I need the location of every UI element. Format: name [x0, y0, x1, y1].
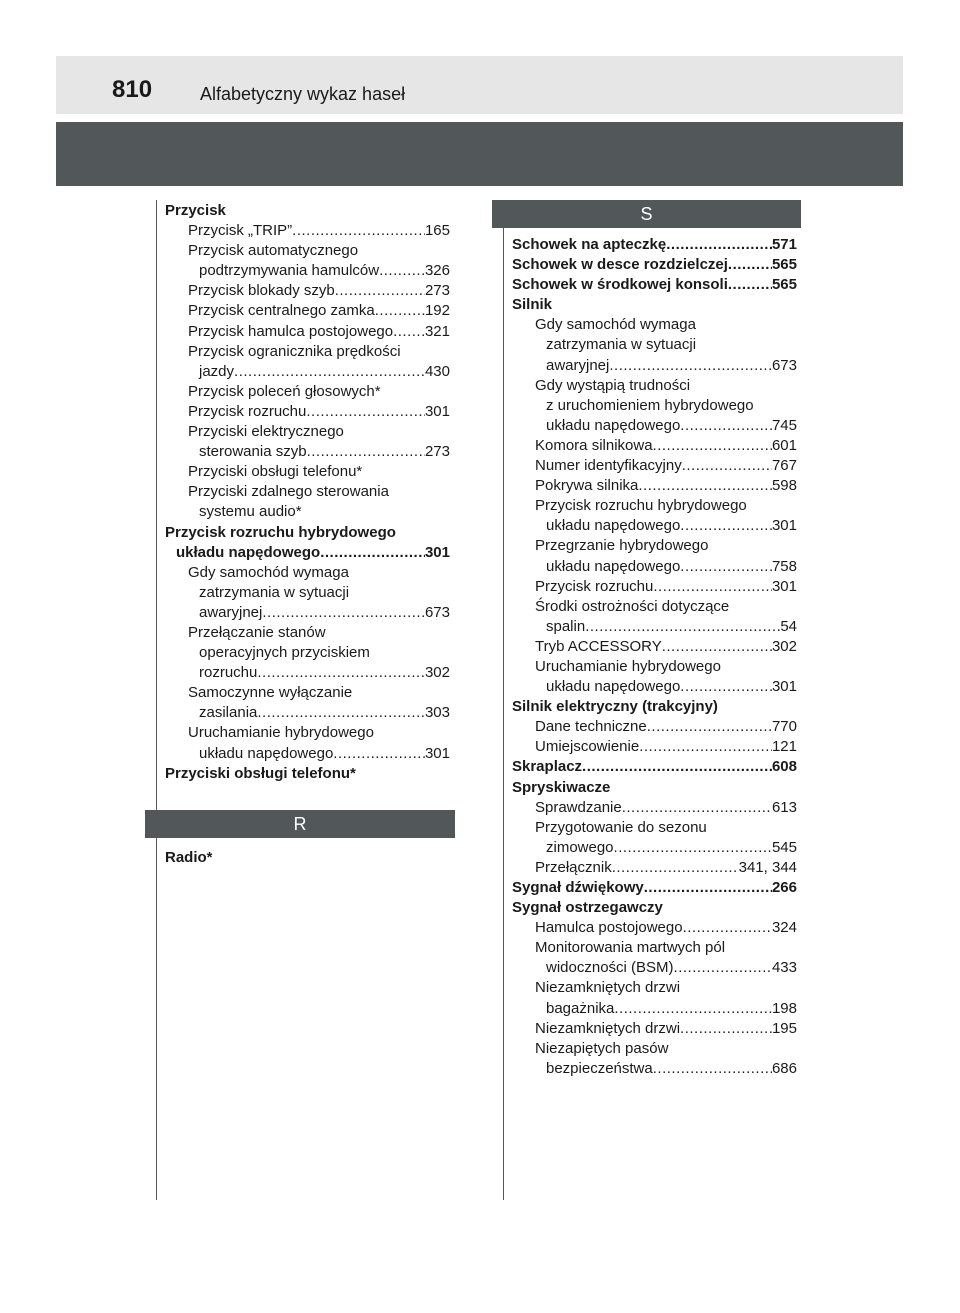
index-entry: Gdy samochód wymaga [535, 316, 696, 334]
entry-page: 745 [771, 416, 797, 434]
entry-page: 770 [771, 718, 797, 736]
dot-leader [674, 958, 772, 978]
dot-leader [375, 301, 425, 321]
index-entry [512, 838, 797, 858]
entry-text: Przełącznik [535, 858, 612, 876]
index-entry: Spryskiwacze [512, 778, 611, 796]
entry-text: Sprawdzanie [535, 798, 622, 816]
index-entry [512, 577, 797, 597]
entry-page: 273 [424, 443, 450, 461]
entry-page: 273 [424, 282, 450, 300]
entry-page: 598 [771, 477, 797, 495]
dot-leader [614, 999, 772, 1019]
entry-page: 301 [771, 577, 797, 595]
dot-leader [682, 456, 772, 476]
index-entry [512, 617, 797, 637]
dot-leader [653, 1059, 772, 1079]
dot-leader [622, 798, 772, 818]
dot-leader [680, 1019, 772, 1039]
dot-leader [307, 442, 425, 462]
entry-text: układu napędowego [546, 678, 681, 696]
index-entry: Przycisk poleceń głosowych* [188, 382, 381, 400]
index-entry: zatrzymania w sytuacji [199, 583, 350, 601]
entry-text: Tryb ACCESSORY [535, 637, 662, 655]
entry-page: 121 [771, 738, 797, 756]
dot-leader [379, 261, 425, 281]
entry-page: 758 [771, 557, 797, 575]
index-entry [165, 261, 450, 281]
index-entry [512, 275, 797, 295]
index-entry: Środki ostrożności dotyczące [535, 597, 730, 615]
index-entry [165, 281, 450, 301]
entry-page: 165 [424, 222, 450, 240]
index-entry [512, 436, 797, 456]
entry-text: Schowek w środkowej konsoli [512, 276, 728, 294]
index-entry [512, 858, 797, 878]
index-entry: Niezamkniętych drzwi [535, 979, 681, 997]
entry-page: 301 [771, 517, 797, 535]
dot-leader [647, 717, 772, 737]
entry-text: awaryjnej [546, 356, 610, 374]
entry-page: 326 [424, 262, 450, 280]
entry-text: Umiejscowienie [535, 738, 640, 756]
entry-page: 565 [771, 276, 797, 294]
entry-text: układu napędowego [199, 744, 334, 762]
entry-page: 767 [771, 457, 797, 475]
index-entry [512, 737, 797, 757]
index-entry: Niezapiętych pasów [535, 1039, 669, 1057]
index-entry: Przycisk rozruchu hybrydowego [165, 523, 396, 541]
index-entry [165, 744, 450, 764]
dot-leader [614, 838, 772, 858]
entry-page: 303 [424, 704, 450, 722]
entry-text: Hamulca postojowego [535, 919, 683, 937]
index-entry: Przygotowanie do sezonu [535, 818, 707, 836]
entry-text: Schowek na apteczkę [512, 236, 667, 253]
entry-text: Schowek w desce rozdzielczej [512, 256, 728, 274]
entry-page: 545 [771, 838, 797, 856]
index-entry: operacyjnych przyciskiem [199, 644, 370, 662]
entry-text: układu napędowego [546, 557, 681, 575]
dot-leader [728, 275, 772, 295]
entry-text: Skraplacz [512, 758, 583, 776]
index-entry: Gdy samochód wymaga [188, 563, 349, 581]
dot-leader [680, 516, 772, 536]
entry-text: Sygnał dźwiękowy [512, 879, 644, 896]
dot-leader [728, 255, 772, 275]
dot-leader [257, 703, 425, 723]
entry-page: 673 [771, 356, 797, 374]
entry-text: Przycisk rozruchu [535, 577, 654, 595]
dot-leader [683, 918, 772, 938]
dot-leader [292, 221, 425, 241]
index-entry: Przyciski obsługi telefonu* [188, 463, 363, 481]
index-entry: zatrzymania w sytuacji [546, 336, 697, 354]
index-entry [512, 958, 797, 978]
index-entry [512, 557, 797, 577]
entry-page: 195 [771, 1019, 797, 1037]
index-entry [165, 703, 450, 723]
index-entry [512, 1019, 797, 1039]
entry-text: Przycisk centralnego zamka [188, 302, 375, 320]
entry-text: bagażnika [546, 999, 615, 1017]
dot-leader [257, 663, 425, 683]
header-band [56, 122, 903, 186]
dot-leader [333, 744, 425, 764]
index-entry [165, 301, 450, 321]
index-entry [165, 603, 450, 623]
right-column-rule [503, 200, 504, 1200]
index-entry: Przyciski zdalnego sterowania [188, 483, 389, 501]
index-entry: Uruchamianie hybrydowego [535, 657, 721, 675]
index-entry [512, 1059, 797, 1079]
index-entry: Przycisk ogranicznika prędkości [188, 342, 401, 360]
dot-leader [680, 677, 772, 697]
index-entry: Przycisk [165, 202, 226, 219]
section-header-r: R [145, 810, 455, 838]
entry-text: Dane techniczne [535, 718, 647, 736]
entry-page: 301 [424, 402, 450, 420]
index-entry [512, 637, 797, 657]
entry-page: 302 [771, 637, 797, 655]
entry-text: bezpieczeństwa [546, 1059, 653, 1077]
entry-text: układu napędowego [176, 543, 321, 561]
entry-text: Przycisk „TRIP” [188, 222, 293, 240]
entry-page: 266 [771, 879, 797, 896]
entry-text: Przycisk hamulca postojowego [188, 322, 394, 340]
entry-text: Numer identyfikacyjny [535, 457, 682, 475]
entry-page: 613 [771, 798, 797, 816]
index-entry [165, 543, 450, 563]
entry-text: Komora silnikowa [535, 436, 653, 454]
entry-text: zimowego [546, 838, 614, 856]
entry-text: zasilania [199, 704, 258, 722]
dot-leader [653, 436, 772, 456]
index-entry [512, 456, 797, 476]
dot-leader [644, 878, 772, 898]
entry-text: układu napędowego [546, 416, 681, 434]
entry-page: 430 [424, 362, 450, 380]
dot-leader [335, 281, 425, 301]
page-title: Alfabetyczny wykaz haseł [200, 84, 406, 104]
entry-text: Pokrywa silnika [535, 477, 639, 495]
entry-page: 301 [424, 744, 450, 762]
index-entry [165, 221, 450, 241]
dot-leader [306, 402, 425, 422]
section-r-entries [165, 848, 450, 868]
dot-leader [234, 362, 425, 382]
entry-page: 198 [771, 999, 797, 1017]
index-entry [512, 717, 797, 737]
entry-text: widoczności (BSM) [546, 959, 674, 977]
index-entry: Przyciski elektrycznego [188, 423, 344, 441]
index-entry: systemu audio* [199, 503, 302, 521]
entry-page: 301 [424, 543, 450, 561]
index-entry: Silnik [512, 296, 553, 314]
index-entry: Przycisk rozruchu hybrydowego [535, 497, 747, 515]
dot-leader [609, 356, 772, 376]
index-entry [512, 416, 797, 436]
dot-leader [320, 543, 425, 563]
dot-leader [639, 737, 772, 757]
index-entry: Przełączanie stanów [188, 623, 326, 641]
section-header-s: S [492, 200, 801, 228]
dot-leader [653, 577, 772, 597]
dot-leader [582, 757, 772, 777]
dot-leader [262, 603, 425, 623]
entry-page: 608 [771, 758, 797, 776]
index-entry [512, 999, 797, 1019]
entry-text: sterowania szyb [199, 443, 307, 461]
entry-page: 673 [424, 603, 450, 621]
header-bar [56, 56, 903, 114]
index-entry [512, 677, 797, 697]
index-entry [165, 322, 450, 342]
entry-page: 565 [771, 256, 797, 274]
entry-text: Przycisk blokady szyb [188, 282, 335, 300]
entry-text: Przycisk rozruchu [188, 402, 307, 420]
entry-page: 601 [771, 436, 797, 454]
index-entry [512, 878, 797, 898]
entry-page: 324 [771, 919, 797, 937]
index-entry [512, 798, 797, 818]
index-entry [165, 663, 450, 683]
dot-leader [662, 637, 772, 657]
entry-page: 321 [424, 322, 450, 340]
index-entry [165, 442, 450, 462]
index-entry: z uruchomieniem hybrydowego [546, 396, 754, 414]
entry-page: 341, 344 [738, 858, 797, 876]
index-entry: Silnik elektryczny (trakcyjny) [512, 698, 718, 716]
index-entry [512, 918, 797, 938]
entry-text: jazdy [199, 362, 235, 380]
entry-text: Niezamkniętych drzwi [535, 1019, 681, 1037]
entry-page: 301 [771, 678, 797, 696]
dot-leader [393, 322, 425, 342]
index-entry [512, 235, 797, 255]
index-entry [512, 255, 797, 275]
dot-leader [680, 416, 772, 436]
entry-text: układu napędowego [546, 517, 681, 535]
dot-leader [638, 476, 772, 496]
page-number: 810 [112, 76, 153, 103]
dot-leader [612, 858, 739, 878]
right-column-entries [512, 235, 797, 1079]
entry-text: spalin [546, 617, 586, 635]
entry-page: 192 [424, 302, 450, 320]
index-entry: Uruchamianie hybrydowego [188, 724, 374, 742]
dot-leader [585, 617, 780, 637]
entry-page: 302 [424, 664, 450, 682]
entry-page: 686 [771, 1059, 797, 1077]
entry-text: podtrzymywania hamulców [199, 262, 380, 280]
index-entry [165, 362, 450, 382]
index-entry: Przycisk automatycznego [188, 242, 359, 260]
index-entry: Przegrzanie hybrydowego [535, 537, 709, 555]
index-entry [165, 402, 450, 422]
index-entry: Przyciski obsługi telefonu* [165, 764, 356, 782]
index-entry: Samoczynne wyłączanie [188, 684, 353, 702]
entry-page: 433 [771, 959, 797, 977]
index-entry: Gdy wystąpią trudności [535, 376, 691, 394]
entry-text: rozruchu [199, 664, 258, 682]
index-entry [512, 516, 797, 536]
index-entry: Sygnał ostrzegawczy [512, 899, 663, 917]
dot-leader [666, 235, 772, 255]
entry-text: awaryjnej [199, 603, 263, 621]
entry-page: 54 [780, 617, 797, 635]
left-column-rule [156, 200, 157, 1200]
index-entry: Radio* [165, 849, 213, 866]
index-entry [512, 356, 797, 376]
index-entry: Monitorowania martwych pól [535, 939, 726, 957]
entry-page: 571 [771, 236, 797, 253]
index-entry [512, 757, 797, 777]
left-column-entries [165, 201, 450, 784]
index-entry [512, 476, 797, 496]
dot-leader [680, 557, 772, 577]
